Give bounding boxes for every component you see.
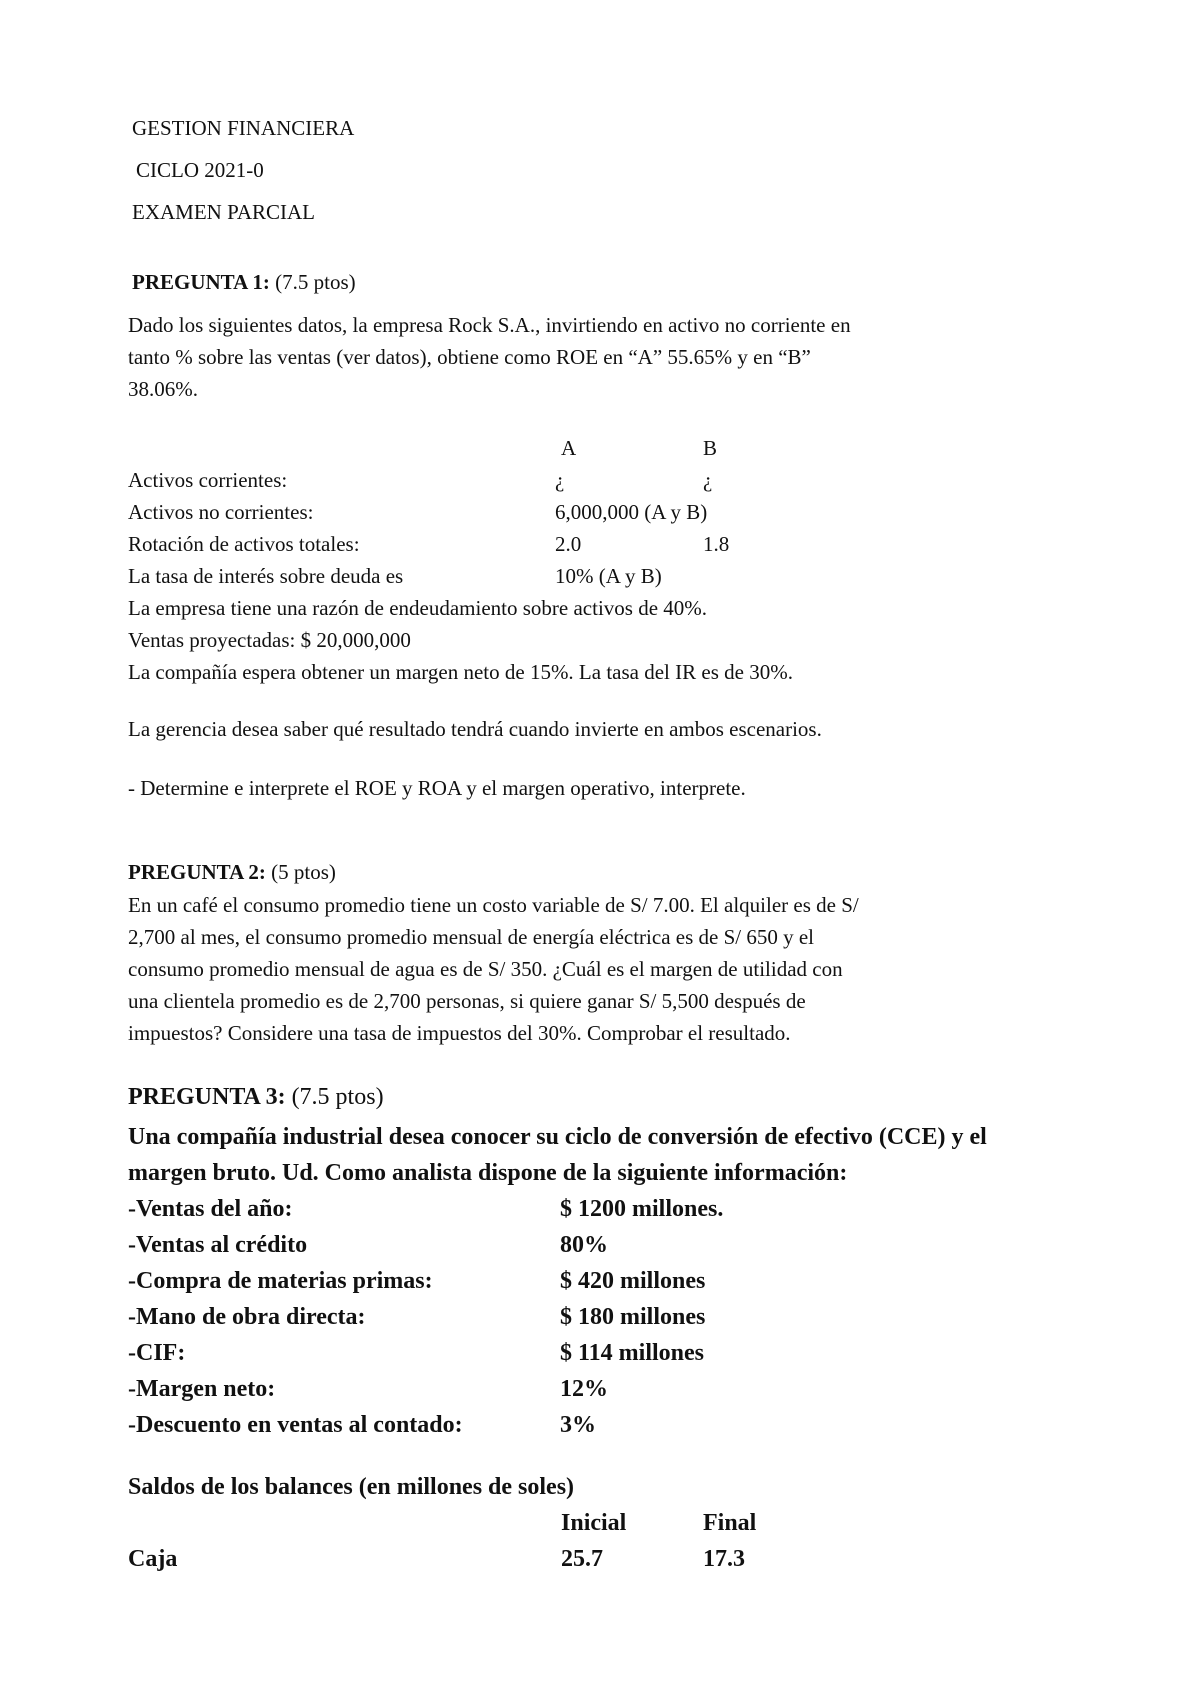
- q3-item-label: -Descuento en ventas al contado:: [128, 1412, 463, 1438]
- q1-col-header-b: B: [703, 436, 718, 460]
- q1-row-value-a: 6,000,000 (A y B): [555, 500, 708, 524]
- q1-note: Ventas proyectadas: $ 20,000,000: [128, 628, 411, 652]
- q2-label: PREGUNTA 2:: [128, 860, 266, 884]
- q1-task-text: - Determine e interprete el ROE y ROA y el margen operativo, interprete.: [128, 776, 746, 800]
- q1-note: La empresa tiene una razón de endeudamiento sobre activos de 40%.: [128, 596, 708, 620]
- q3-balance-final: 17.3: [703, 1546, 745, 1572]
- q1-points: (7.5 ptos): [275, 270, 356, 294]
- q1-intro-line: Dado los siguientes datos, la empresa Rock S.A., invirtiendo en activo no corriente en: [128, 313, 851, 337]
- q3-heading: [128, 1084, 384, 1111]
- q1-row-label: Activos corrientes:: [128, 468, 288, 492]
- q2-heading: [128, 860, 336, 885]
- q3-balances-title: Saldos de los balances (en millones de soles): [128, 1474, 575, 1500]
- q1-row-label: La tasa de interés sobre deuda es: [128, 564, 404, 588]
- q2-points: (5 ptos): [271, 860, 336, 884]
- q3-item-value: $ 180 millones: [560, 1304, 706, 1330]
- q1-management-text: La gerencia desea saber qué resultado tendrá cuando invierte en ambos escenarios.: [128, 717, 822, 741]
- q1-intro-line: tanto % sobre las ventas (ver datos), obtiene como ROE en “A” 55.65% y en “B”: [128, 345, 811, 369]
- q3-item-label: -Ventas del año:: [128, 1196, 293, 1222]
- q3-col-final: Final: [703, 1510, 757, 1536]
- q3-item-value: $ 420 millones: [560, 1268, 706, 1294]
- q2-line: En un café el consumo promedio tiene un costo variable de S/ 7.00. El alquiler es de S/: [128, 893, 859, 917]
- q1-col-header-a: A: [561, 436, 577, 460]
- exam-title: EXAMEN PARCIAL: [132, 200, 315, 224]
- q1-intro-line: 38.06%.: [128, 377, 198, 401]
- q3-line: margen bruto. Ud. Como analista dispone de la siguiente información:: [128, 1160, 848, 1186]
- q3-item-value: 12%: [560, 1376, 608, 1402]
- q3-item-label: -Mano de obra directa:: [128, 1304, 366, 1330]
- q1-note: La compañía espera obtener un margen neto de 15%. La tasa del IR es de 30%.: [128, 660, 793, 684]
- q3-balance-label: Caja: [128, 1546, 178, 1572]
- q1-row-value-a: 10% (A y B): [555, 564, 662, 588]
- q3-item-label: -CIF:: [128, 1340, 186, 1366]
- q1-row-label: Rotación de activos totales:: [128, 532, 360, 556]
- q3-balance-initial: 25.7: [561, 1546, 603, 1572]
- q1-row-label: Activos no corrientes:: [128, 500, 314, 524]
- q3-points: (7.5 ptos): [291, 1084, 384, 1110]
- q3-item-value: 80%: [560, 1232, 608, 1258]
- q1-row-value-a: ¿: [555, 468, 565, 492]
- q2-line: consumo promedio mensual de agua es de S/ 350. ¿Cuál es el margen de utilidad con: [128, 957, 843, 981]
- q3-col-initial: Inicial: [561, 1510, 627, 1536]
- q1-heading: [132, 270, 356, 295]
- course-title: GESTION FINANCIERA: [132, 116, 355, 140]
- q1-row-value-b: ¿: [703, 468, 713, 492]
- q2-line: una clientela promedio es de 2,700 personas, si quiere ganar S/ 5,500 después de: [128, 989, 806, 1013]
- q3-item-value: 3%: [560, 1412, 596, 1438]
- q3-item-label: -Ventas al crédito: [128, 1232, 308, 1258]
- q3-label: PREGUNTA 3:: [128, 1084, 286, 1110]
- q3-item-label: -Margen neto:: [128, 1376, 276, 1402]
- cycle-label: CICLO 2021-0: [136, 158, 264, 182]
- q3-item-label: -Compra de materias primas:: [128, 1268, 433, 1294]
- q3-item-value: $ 1200 millones.: [560, 1196, 724, 1222]
- q1-row-value-b: 1.8: [703, 532, 730, 556]
- q2-line: impuestos? Considere una tasa de impuestos del 30%. Comprobar el resultado.: [128, 1021, 791, 1045]
- q1-label: PREGUNTA 1:: [132, 270, 270, 294]
- q2-line: 2,700 al mes, el consumo promedio mensual de energía eléctrica es de S/ 650 y el: [128, 925, 814, 949]
- q1-row-value-a: 2.0: [555, 532, 582, 556]
- q3-line: Una compañía industrial desea conocer su ciclo de conversión de efectivo (CCE) y el: [128, 1124, 987, 1150]
- q3-item-value: $ 114 millones: [560, 1340, 705, 1366]
